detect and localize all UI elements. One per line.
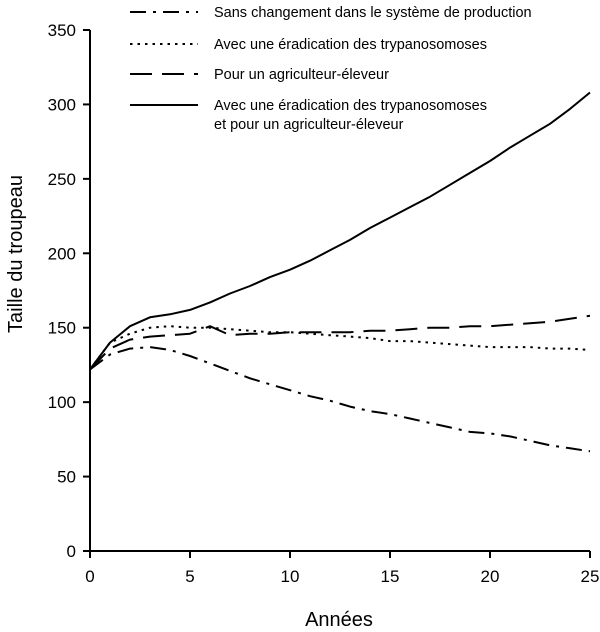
x-tick-label: 10 (280, 567, 300, 586)
y-tick-label: 300 (47, 95, 76, 115)
legend-label-2: Avec une éradication des trypanosomoses (214, 37, 487, 53)
legend-label-1: Sans changement dans le système de production (214, 5, 532, 21)
y-axis-title: Taille du troupeau (5, 175, 27, 333)
series-line-3 (90, 316, 590, 370)
y-tick-label: 350 (47, 21, 76, 40)
y-tick-label: 150 (47, 318, 76, 338)
series-layer (90, 93, 590, 452)
legend-label-4: et pour un agriculteur-éleveur (214, 117, 404, 133)
x-tick-label: 5 (185, 567, 195, 586)
series-line-4 (90, 93, 590, 370)
x-tick-label: 0 (85, 567, 95, 586)
series-line-1 (90, 347, 590, 451)
x-axis-title: Années (305, 609, 373, 631)
y-tick-label: 200 (47, 244, 76, 264)
y-tick-label: 250 (47, 169, 76, 189)
y-tick-label: 50 (57, 467, 76, 487)
y-ticks (48, 21, 90, 561)
legend-label-4: Avec une éradication des trypanosomoses (214, 98, 487, 114)
legend (130, 5, 532, 133)
x-ticks (85, 551, 599, 586)
legend-label-3: Pour un agriculteur-éleveur (214, 67, 389, 83)
x-tick-label: 20 (480, 567, 500, 586)
y-tick-label: 0 (66, 542, 76, 561)
x-tick-label: 15 (380, 567, 400, 586)
y-tick-label: 100 (47, 393, 76, 413)
x-tick-label: 25 (580, 567, 600, 586)
